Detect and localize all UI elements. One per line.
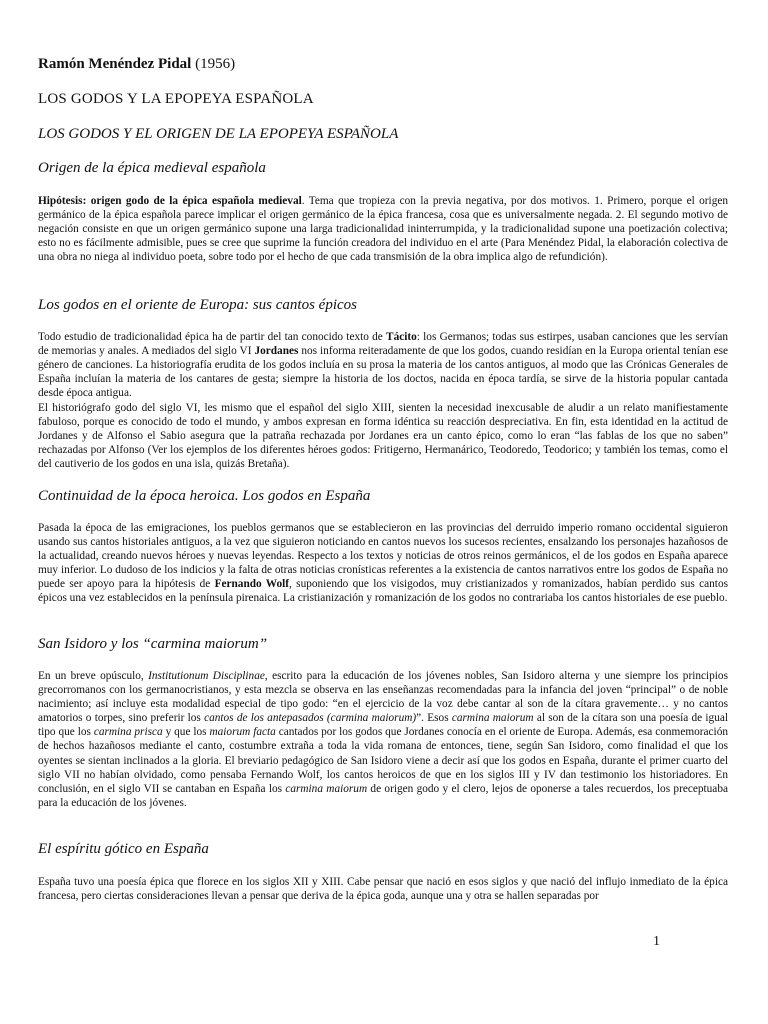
section-heading-san-isidoro: San Isidoro y los “carmina maiorum”: [38, 636, 268, 652]
text-run: El historiógrafo godo del siglo VI, les mismo que el español del siglo XIII, sienten la necesidad inexcusable de aludir a un relato manifiestamente fabuloso, porque es conocido de todo el mundo, y ambos expresan en forma idéntica su reacción despreciativa. En fin, esta identidad en la actitud de Jordanes y de Alfonso el Sabio asegura que la patraña rechazada por Jordanes era un canto épico, como lo eran “las fablas de los que no saben” rechazadas por Alfonso (Ver los ejemplos de los diferentes héroes godos: Fritigerno, Hermanárico, Teodoredo, Teodorico; y también los temas, como el del cautiverio de los godos en una isla, quizás Bretaña).: [38, 402, 728, 471]
document-subtitle: LOS GODOS Y EL ORIGEN DE LA EPOPEYA ESPAÑOLA: [38, 126, 399, 142]
paragraph: [38, 875, 728, 903]
section-heading-continuidad: Continuidad de la época heroica. Los godos en España: [38, 488, 371, 504]
paragraph: [38, 194, 728, 264]
text-run: ”. Esos: [416, 712, 452, 725]
italic-phrase: carmina maiorum: [451, 712, 534, 725]
text-run: Todo estudio de tradicionalidad épica ha de partir del tan conocido texto de: [38, 331, 387, 343]
section-heading-espiritu-gotico: El espíritu gótico en España: [38, 841, 209, 857]
bold-phrase: Jordanes: [254, 345, 299, 358]
text-run: Pasada la época de las emigraciones, los pueblos germanos que se establecieron en las provincias del derruido imperio romano occidental siguieron usando sus cantos historiales antiguos, a la vez que siguieron noticiando en cantos nuevos los sucesos recientes, ensalzando los personajes hazañosos de la actualidad, creando nuevos héroes y nuevas leyendas. Respecto a los textos y noticias de otros reinos germánicos, el de los godos en España aparece muy inferior. Lo dudoso de los indicios y la falta de otras noticias cronísticas referentes a la existencia de cantos narrativos entre los godos de España no puede ser apoyo para la hipótesis de: [38, 522, 728, 591]
document-page: [38, 0, 728, 1024]
italic-phrase: maiorum facta: [209, 726, 276, 739]
text-run: : los Germanos; todas sus estirpes, usaban canciones que les servían de memorias y anales. A mediados del siglo VI: [38, 331, 729, 358]
bold-phrase: Fernando Wolf: [214, 578, 290, 591]
section-heading-origen: Origen de la épica medieval española: [38, 160, 266, 176]
section-heading-oriente: Los godos en el oriente de Europa: sus cantos épicos: [38, 297, 357, 313]
page-number: 1: [653, 934, 660, 949]
paragraph: [38, 401, 728, 471]
italic-phrase: cantos de los antepasados (carmina maiorum): [204, 712, 417, 725]
text-run: . Tema que tropieza con la previa negativa, por dos motivos. 1. Primero, porque el origen germánico de la épica española parece implicar el origen germánico de la épica francesa, cosa que es universalmente negada. 2. El segundo motivo de negación consiste en que un origen germánico supone una larga tradicionalidad ininterrumpida, y la tradicionalidad supone una poetización colectiva; esto no es fácilmente admisible, pues se cree que suprime la función creadora del individuo en el arte (Para Menéndez Pidal, la elaboración colectiva de una obra no niega al individuo poeta, sobre todo por el hecho de que cada transmisión de la obra implica algo de refundición).: [38, 195, 729, 264]
italic-phrase: carmina prisca: [93, 726, 163, 739]
text-run: En un breve opúsculo,: [38, 670, 149, 682]
text-run: y que los: [162, 726, 210, 739]
bold-phrase: Tácito: [386, 331, 417, 343]
paragraph: [38, 521, 728, 606]
author-name: Ramón Menéndez Pidal: [38, 56, 192, 72]
text-run: , suponiendo que los visigodos, muy cristianizados y romanizados, habían perdido sus cantos épicos una vez establecidos en la península pirenaica. La cristianización y romanización de los godos no contrariaba los cantos historiales de ese pueblo.: [38, 578, 728, 605]
italic-phrase: carmina maiorum: [285, 782, 368, 795]
paragraph: [38, 669, 728, 810]
author-line: [38, 56, 235, 73]
text-run: de origen godo y el clero, lejos de oponerse a tales recuerdos, los preceptuaba para la educación de los jóvenes.: [38, 782, 728, 809]
text-run: cantados por los godos que Jordanes conocía en el oriente de Europa. Además, esa conmemoración de hechos hazañosos mediante el canto, costumbre extraña a toda la vida romana de entonces, tiene, según San Isidoro, como finalidad el que los oyentes se sientan inclinados a la gloria. El breviario pedagógico de San Isidoro viene a decir así que los godos en España, durante el primer cuarto del siglo VII no habían olvidado, como pensaba Fernando Wolf, los cantos heroicos de que en los siglos III y IV dan testimonio los historiadores. En conclusión, en el siglo VII se cantaban en España los: [38, 726, 728, 795]
text-run: España tuvo una poesía épica que florece en los siglos XII y XIII. Cabe pensar que nació en esos siglos y que nació del influjo inmediato de la épica francesa, pero ciertas consideraciones llevan a pensar que deriva de la épica goda, aunque una y otra se hallen separadas por: [38, 876, 728, 903]
text-run: , escrito para la educación de los jóvenes nobles, San Isidoro alterna y une siempre los principios grecorromanos con los germanocristianos, y esta mezcla se observa en las enseñanzas recomendadas para la infancia del joven “principal” o de noble nacimiento; así incluye esta modalidad especial de tipo godo: “en el ejercicio de la voz debe cantar al son de la cítara gravemente… y no cantos amatorios o torpes, sino preferir los: [38, 670, 728, 725]
text-run: nos informa reiteradamente de que los godos, cuando residían en la Europa oriental tenían ese género de canciones. La historiografía erudita de los godos incluía en su prosa la materia de los cantos antiguos, al modo que las Crónicas Generales de España incluían la materia de los cantares de gesta; siempre la historia de los doctos, nacida en época tardía, se sirve de la historia popular cantada desde época antigua.: [38, 345, 729, 400]
bold-phrase: Hipótesis: origen godo de la épica española medieval: [38, 195, 302, 207]
document-title: LOS GODOS Y LA EPOPEYA ESPAÑOLA: [38, 91, 314, 107]
italic-phrase: Institutionum Disciplinae: [148, 670, 265, 682]
paragraph: [38, 330, 728, 400]
text-run: al son de la cítara son una poesía de igual tipo que los: [38, 712, 729, 739]
publication-year: (1956): [195, 56, 236, 72]
